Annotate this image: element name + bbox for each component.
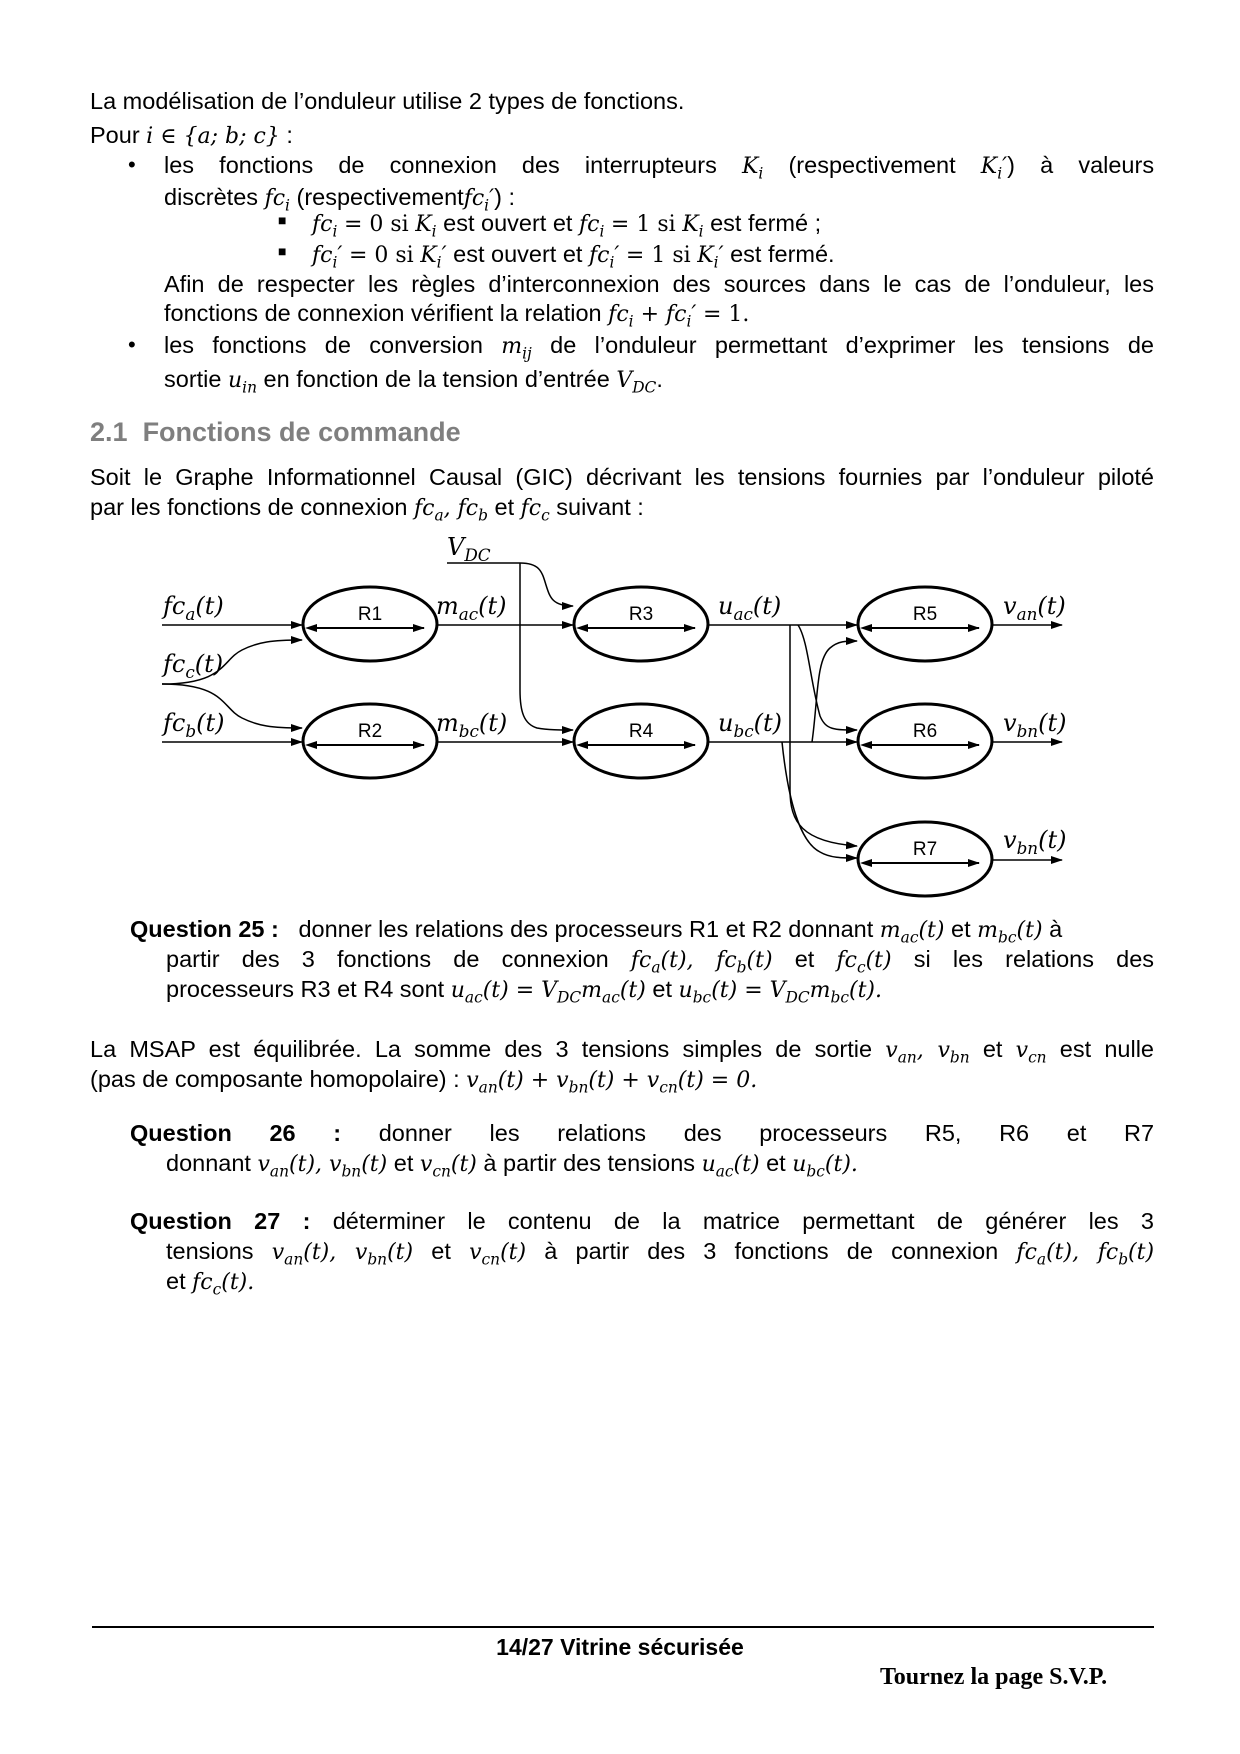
processor-r7 — [858, 822, 992, 896]
processor-r2-label: R2 — [357, 721, 383, 742]
section-heading: 2.1 Fonctions de commande — [90, 417, 461, 447]
label-mbc: $m_{bc}(t)$ — [436, 709, 508, 741]
bullet-1-line1: les fonctions de connexion des interrupteurs $K_i$ (respectivement $K_i'$) à valeurs — [164, 152, 1155, 183]
q27-line2: tensions $v_{an}(t)$, $v_{bn}(t)$ et $v_{cn}(t)$ à partir des 3 fonctions de connexion $fc_a(t)$, $fc_b(t)$ — [166, 1238, 1155, 1269]
q27-line1: Question 27 : déterminer le contenu de la matrice permettant de générer les 3 — [130, 1208, 1154, 1234]
processor-r4-label: R4 — [628, 721, 654, 742]
processor-r2 — [303, 704, 437, 778]
label-vbn-r7: $v_{bn}(t)$ — [1003, 826, 1067, 858]
bullet-2-line1: les fonctions de conversion $m_{ij}$ de l’onduleur permettant d’exprimer les tensions de — [164, 332, 1154, 363]
processor-r5 — [858, 587, 992, 661]
label-fcc: $fc_c(t)$ — [163, 650, 224, 682]
q26-line1: Question 26 : donner les relations des processeurs R5, R6 et R7 — [130, 1120, 1155, 1146]
q25-line3: processeurs R3 et R4 sont $u_{ac}(t) = V_{DC}m_{ac}(t)$ et $u_{bc}(t) = V_{DC}m_{bc}(t)$. — [166, 976, 882, 1007]
q27-line3: et $fc_c(t)$. — [166, 1268, 255, 1299]
processor-r3 — [574, 587, 708, 661]
label-fcb: $fc_b(t)$ — [163, 709, 225, 741]
footer-rule — [92, 1626, 1154, 1628]
arrow-ubc-r7 — [782, 742, 857, 858]
label-fca: $fc_a(t)$ — [163, 592, 224, 624]
q25-line2: partir des 3 fonctions de connexion $fc_a(t)$, $fc_b(t)$ et $fc_c(t)$ si les relations des — [166, 946, 1155, 977]
msap-line2: (pas de composante homopolaire) : $v_{an}(t) + v_{bn}(t) + v_{cn}(t) = 0$. — [90, 1066, 758, 1097]
bullet-1-afin-line1: Afin de respecter les règles d’interconnexion des sources dans le cas de l’onduleur, les — [164, 271, 1154, 297]
bullet-1-afin-line2: fonctions de connexion vérifient la relation $fc_i + fc_i' = 1$. — [164, 300, 750, 331]
label-mac: $m_{ac}(t)$ — [436, 592, 507, 624]
square-bullet-2: ■ — [278, 243, 287, 259]
intro-pour: Pour i ∈ {a; b; c} : — [90, 122, 293, 149]
processor-r5-label: R5 — [912, 604, 938, 625]
footer-tournez: Tournez la page S.V.P. — [880, 1664, 1108, 1690]
processor-r1-label: R1 — [357, 604, 383, 625]
intro-line1: La modélisation de l’onduleur utilise 2 types de fonctions. — [90, 88, 685, 114]
processor-r6-label: R6 — [912, 721, 938, 742]
q25-line1: Question 25 : donner les relations des processeurs R1 et R2 donnant $m_{ac}(t)$ et $m_{bc}(t)$ à — [130, 916, 1063, 947]
label-uac: $u_{ac}(t)$ — [718, 592, 782, 624]
q26-line2: donnant $v_{an}(t)$, $v_{bn}(t)$ et $v_{cn}(t)$ à partir des tensions $u_{ac}(t)$ et $u_{bc}(t)$. — [166, 1150, 858, 1181]
processor-r4 — [574, 704, 708, 778]
processor-r6 — [858, 704, 992, 778]
bullet-2-line2: sortie $u_{in}$ en fonction de la tension d’entrée $V_{DC}$. — [164, 366, 663, 397]
msap-line1: La MSAP est équilibrée. La somme des 3 tensions simples de sortie $v_{an}$, $v_{bn}$ et $v_{cn}$ est nulle — [90, 1036, 1154, 1067]
bullet-1-line2: discrètes $fc_i$ (respectivementfc$_i$′) : — [164, 184, 515, 215]
sub-bullet-2: $fc_i' = 0$ si $K_i'$ est ouvert et $fc_i' = 1$ si $K_i'$ est fermé. — [312, 241, 835, 272]
bullet-2-marker: • — [128, 332, 136, 357]
label-ubc: $u_{bc}(t)$ — [718, 709, 782, 741]
arrow-ubc-r5 — [812, 641, 857, 742]
gic-text-line2: par les fonctions de connexion $fc_a$, $fc_b$ et $fc_c$ suivant : — [90, 494, 644, 525]
label-vdc: $V_{DC}$ — [447, 533, 491, 565]
bullet-1-marker: • — [128, 152, 136, 177]
processor-r7-label: R7 — [912, 839, 938, 860]
label-vbn: $v_{bn}(t)$ — [1003, 709, 1067, 741]
footer-page: 14/27 Vitrine sécurisée — [496, 1634, 744, 1660]
gic-text-line1: Soit le Graphe Informationnel Causal (GIC) décrivant les tensions fournies par l’onduleur piloté — [90, 464, 1154, 490]
square-bullet-1: ■ — [278, 212, 287, 228]
processor-r1 — [303, 587, 437, 661]
label-van: $v_{an}(t)$ — [1003, 592, 1066, 624]
sub-bullet-1: $fc_i = 0$ si $K_i$ est ouvert et $fc_i = 1$ si $K_i$ est fermé ; — [312, 210, 822, 241]
processor-r3-label: R3 — [628, 604, 654, 625]
